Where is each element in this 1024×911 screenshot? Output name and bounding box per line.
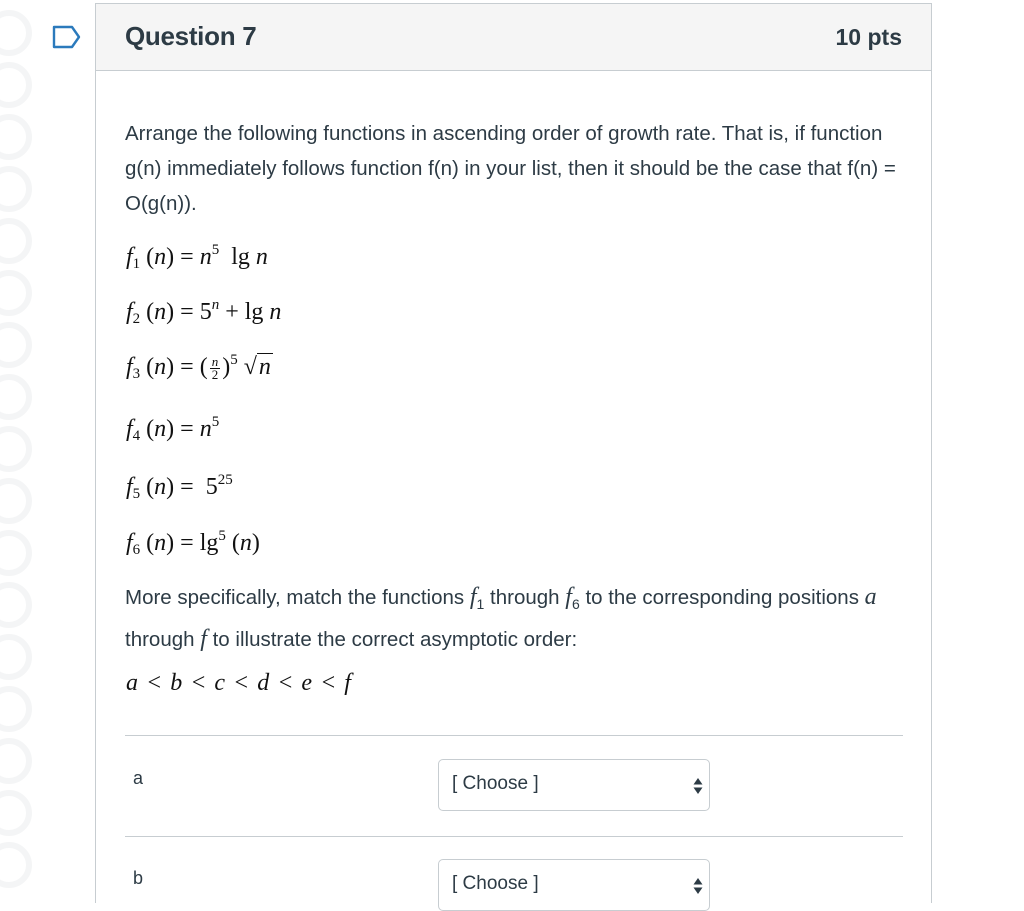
asymptotic-order: a < b < c < d < e < f bbox=[126, 670, 352, 696]
select-arrows-icon bbox=[693, 777, 703, 795]
question-title: Question 7 bbox=[125, 21, 257, 51]
decorative-pattern bbox=[0, 0, 40, 891]
select-value: [ Choose ] bbox=[452, 773, 539, 794]
answer-label-a: a bbox=[133, 768, 144, 788]
function-f2: $f_2$ $(n) = 5^n + \lg n$ bbox=[126, 297, 282, 327]
answer-select-a[interactable] bbox=[438, 759, 710, 811]
answer-divider bbox=[125, 735, 903, 736]
flag-question-icon[interactable] bbox=[52, 25, 82, 49]
function-f6: $f_6$ $(n) = \lg^5 (n)$ bbox=[126, 528, 260, 558]
function-f1: $f_1$ $(n) = n^5$ lg n bbox=[126, 242, 268, 272]
question-points: 10 pts bbox=[835, 24, 902, 50]
answer-divider bbox=[125, 836, 903, 837]
function-f3: $f_3$ (n) = ( $\frac{n}{2}$ )$^5$ √n bbox=[126, 352, 271, 382]
question-header bbox=[96, 4, 931, 71]
answer-select-b[interactable] bbox=[438, 859, 710, 911]
function-f5: $f_5$ $(n) = 5^{25}$ bbox=[126, 472, 233, 502]
select-arrows-icon bbox=[693, 877, 703, 895]
match-instructions: More specifically, match the functions $f_1$ through $f_6$ to the corresponding positions a through f to illustrate the correct asymptotic order: bbox=[125, 584, 877, 653]
function-f4: $f_4$ $(n) = n^5$ bbox=[126, 414, 220, 444]
question-prompt: Arrange the following functions in ascending order of growth rate. That is, if function g(n) immediately follows function f(n) in your list, then it should be the case that f(n) = O(g(n)). bbox=[125, 122, 896, 215]
question-card bbox=[95, 3, 932, 903]
answer-label-b: b bbox=[133, 868, 144, 888]
select-value: [ Choose ] bbox=[452, 873, 539, 894]
